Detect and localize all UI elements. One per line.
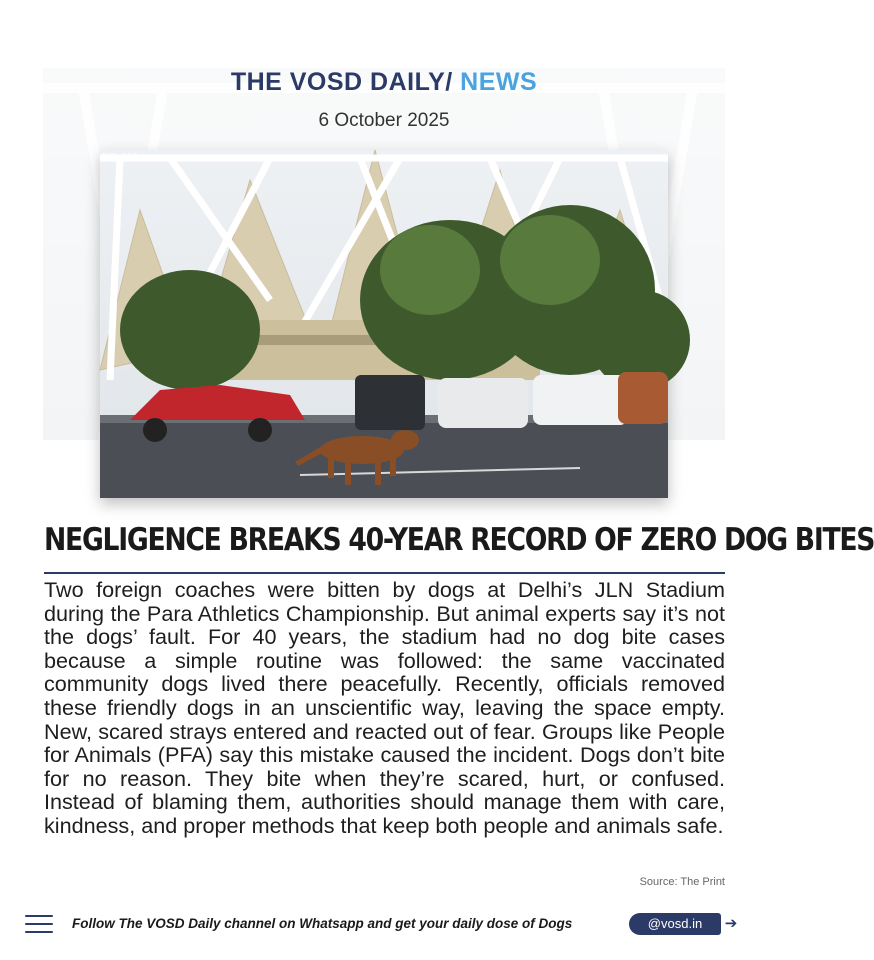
footer-cta: Follow The VOSD Daily channel on Whatsapp and get your daily dose of Dogs — [72, 916, 573, 931]
publication-title — [0, 68, 768, 97]
arrow-right-icon[interactable]: ➔ — [724, 915, 738, 932]
article-source: Source: The Print — [639, 876, 725, 888]
title-separator: / — [445, 68, 453, 96]
article-body: Two foreign coaches were bitten by dogs at Delhi’s JLN Stadium during the Para Athletics Championship. But animal experts say it’s not the dogs’ fault. For 40 years, the stadium had no dog bite cases because a simple routine was followed: the same vaccinated community dogs lived there peacefully. Recently, officials removed these friendly dogs in an unscientific way, leaving the space empty. New, scared strays entered and reacted out of fear. Groups like People for Animals (PFA) say this mistake caused the incident. Dogs don’t bite for no reason. They bite when they’re scared, hurt, or confused. Instead of blaming them, authorities should manage them with care, kindness, and proper methods that keep both people and animals safe. — [44, 577, 725, 838]
stadium-dog-photo — [100, 150, 668, 498]
photo-credit: PC: ANI — [102, 152, 138, 163]
brand-name: THE VOSD DAILY — [230, 68, 446, 96]
publish-date: 6 October 2025 — [318, 110, 450, 131]
headline-divider — [44, 572, 725, 574]
menu-icon[interactable] — [25, 915, 53, 935]
social-handle-badge[interactable]: @vosd.in — [629, 913, 721, 935]
section-name: NEWS — [460, 68, 538, 96]
article-headline: NEGLIGENCE BREAKS 40-YEAR RECORD OF ZERO DOG BITES — [44, 522, 874, 558]
